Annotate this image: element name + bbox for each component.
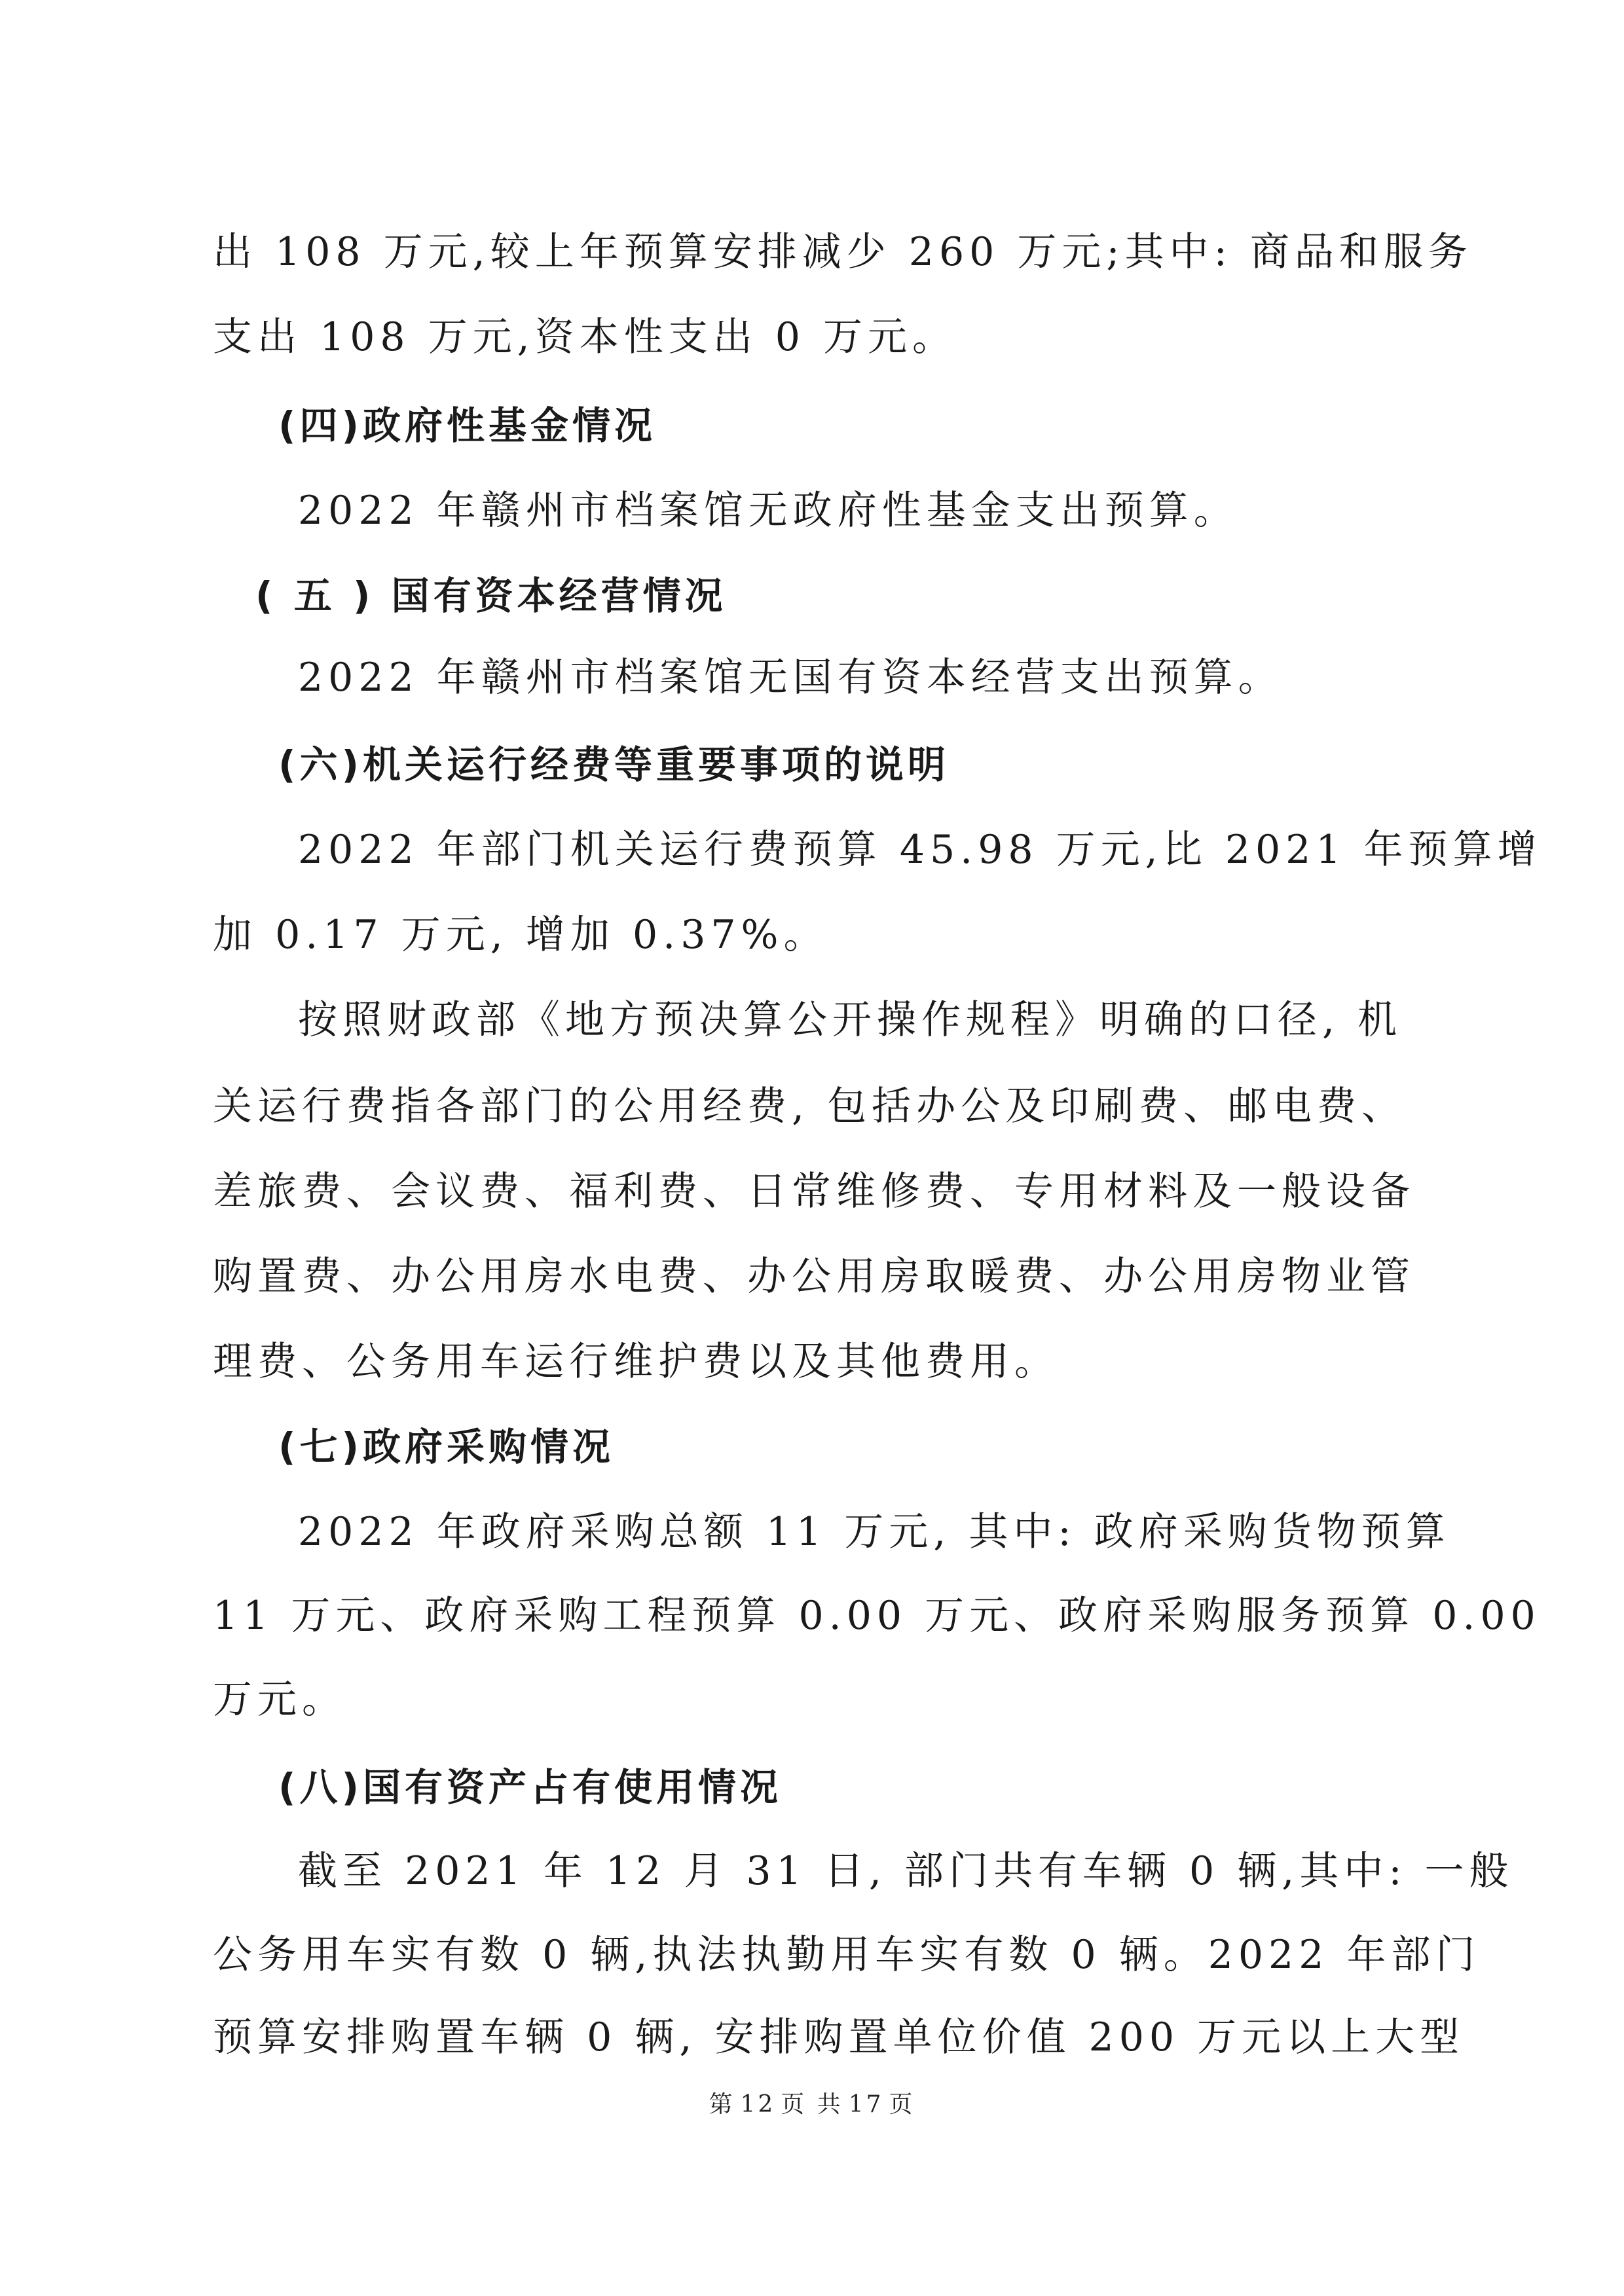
body-line: 差旅费、会议费、福利费、日常维修费、专用材料及一般设备 (213, 1169, 1415, 1214)
body-line: 理费、公务用车运行维护费以及其他费用。 (213, 1339, 1059, 1385)
body-line: 公务用车实有数 0 辆,执法执勤用车实有数 0 辆。2022 年部门 (213, 1932, 1481, 1978)
body-line: 出 108 万元,较上年预算安排减少 260 万元;其中: 商品和服务 (213, 229, 1473, 275)
section-heading: (六)机关运行经费等重要事项的说明 (278, 742, 950, 787)
footer-total-suffix: 页 (889, 2091, 915, 2118)
body-line: 11 万元、政府采购工程预算 0.00 万元、政府采购服务预算 0.00 (213, 1593, 1541, 1639)
footer-total-prefix: 页 共 (781, 2091, 843, 2118)
body-line: 2022 年部门机关运行费预算 45.98 万元,比 2021 年预算增 (298, 827, 1542, 873)
section-heading: ( 五 ) 国有资本经营情况 (255, 574, 727, 618)
section-heading: (七)政府采购情况 (278, 1425, 615, 1469)
page-footer (0, 2088, 1624, 2121)
body-line: 加 0.17 万元, 增加 0.37%。 (213, 912, 828, 958)
footer-page-label: 第 (709, 2091, 735, 2118)
body-line: 按照财政部《地方预决算公开操作规程》明确的口径, 机 (298, 997, 1403, 1043)
body-line: 预算安排购置车辆 0 辆, 安排购置单位价值 200 万元以上大型 (213, 2014, 1465, 2060)
footer-current-page: 12 (740, 2091, 776, 2118)
body-line: 2022 年赣州市档案馆无国有资本经营支出预算。 (298, 655, 1283, 701)
body-line: 购置费、办公用房水电费、办公用房取暖费、办公用房物业管 (213, 1254, 1415, 1300)
body-line: 截至 2021 年 12 月 31 日, 部门共有车辆 0 辆,其中: 一般 (298, 1848, 1514, 1894)
body-line: 关运行费指各部门的公用经费, 包括办公及印刷费、邮电费、 (213, 1084, 1407, 1129)
footer-total-pages: 17 (848, 2091, 884, 2118)
body-line: 2022 年政府采购总额 11 万元, 其中: 政府采购货物预算 (298, 1509, 1450, 1555)
body-line: 2022 年赣州市档案馆无政府性基金支出预算。 (298, 488, 1238, 534)
body-line: 支出 108 万元,资本性支出 0 万元。 (213, 314, 957, 360)
section-heading: (八)国有资产占有使用情况 (278, 1765, 783, 1810)
section-heading: (四)政府性基金情况 (278, 403, 657, 448)
body-line: 万元。 (213, 1677, 346, 1722)
